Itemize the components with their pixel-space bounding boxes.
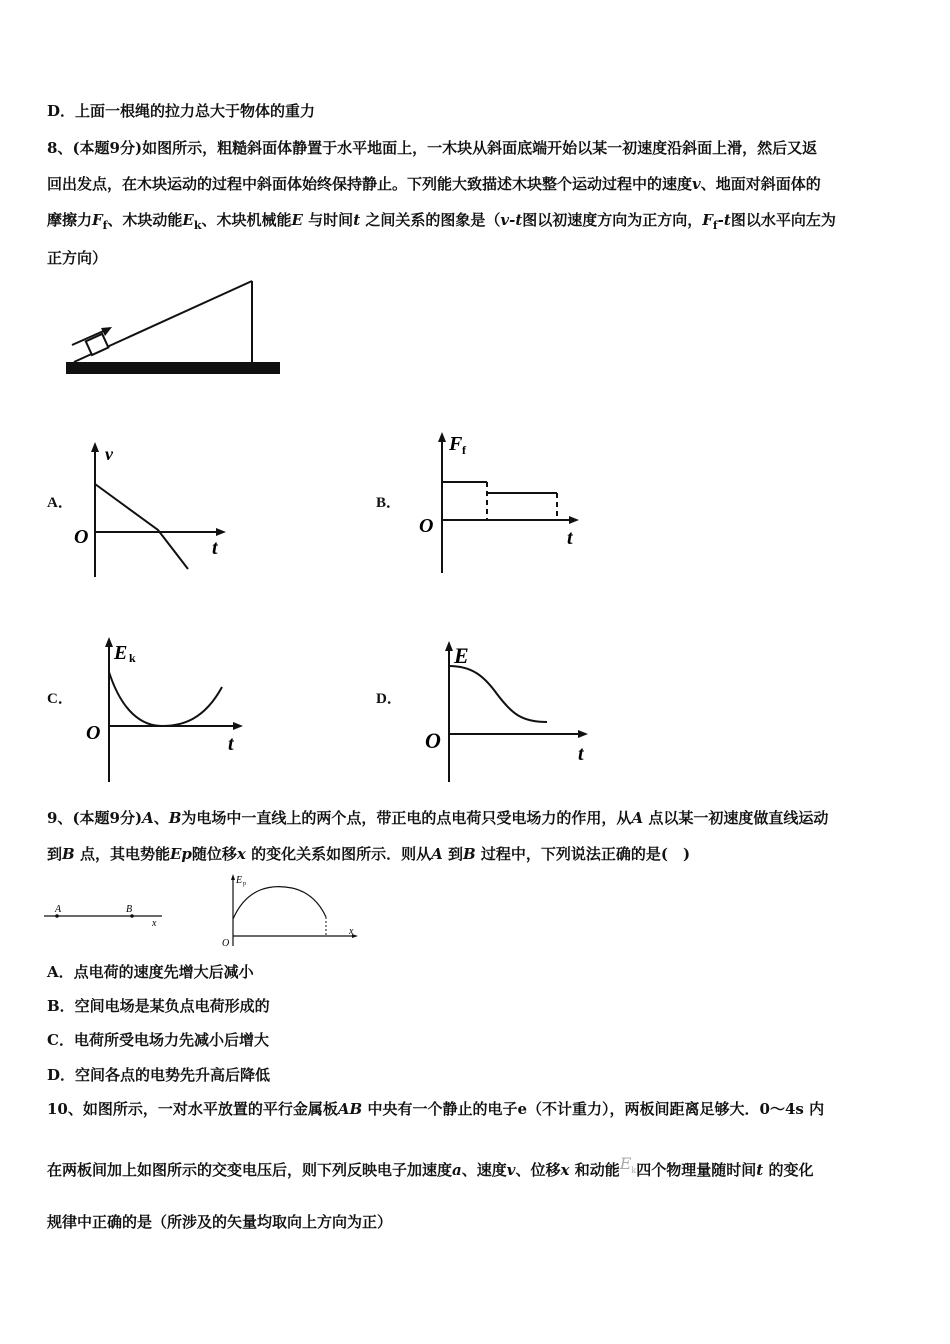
q9-text-1b: 点以某一初速度做直线运动	[648, 809, 829, 827]
graph-d-y-arrow	[445, 641, 453, 651]
q9-var-B2: B	[62, 845, 75, 863]
q9-graph-origin: O	[222, 938, 230, 949]
q8-line-4: 正方向）	[47, 249, 108, 267]
graph-d-origin: O	[425, 728, 441, 753]
q7-option-d: D．上面一根绳的拉力总大于物体的重力	[47, 102, 316, 120]
q10-line-1	[47, 1099, 824, 1119]
q9-label-x: x	[152, 918, 157, 929]
q9-option-a: A．点电荷的速度先增大后减小	[47, 963, 254, 981]
q10-var-v: v	[506, 1161, 516, 1179]
q9-graph-ylabel: E	[236, 875, 243, 886]
q8-var-F2: F	[702, 211, 713, 229]
q10-text-2a: 在两板间加上如图所示的交变电压后，则下列反映电子加速度	[47, 1161, 453, 1179]
graph-a-xlabel: t	[212, 537, 218, 559]
graph-c-origin: O	[86, 722, 101, 744]
q8-line-1	[47, 138, 817, 158]
q9-line-1	[47, 808, 828, 828]
q9-var-A3: A	[431, 845, 443, 863]
q8-var-t: t	[353, 211, 361, 229]
q10-text-2b: 、速度	[461, 1161, 507, 1179]
q10-line-2	[47, 1154, 814, 1187]
q8-option-a-label: A．	[47, 495, 73, 511]
q10-text-2f: 的变化	[768, 1161, 814, 1179]
q10-line-3: 规律中正确的是（所涉及的矢量均取向上方向为正）	[47, 1213, 393, 1231]
graph-c-ylabel: E	[114, 642, 128, 664]
q8-option-d-label: D．	[376, 691, 402, 707]
graph-d-xlabel: t	[578, 743, 584, 765]
q8-option-b-label: B．	[376, 495, 402, 511]
q9-graph-curve	[233, 887, 326, 919]
graph-c-xlabel: t	[228, 733, 234, 755]
graph-a-x-arrow	[216, 528, 226, 536]
q8-option-c-label: C．	[47, 691, 73, 707]
q10-text-1d: 内	[809, 1100, 825, 1118]
q9-ep-graph	[222, 872, 362, 947]
q9-var-A: A	[142, 809, 154, 827]
q9-var-Ep: Ep	[169, 845, 192, 863]
q9-var-B3: B	[462, 845, 476, 863]
q9-text-2c: 随位移	[191, 845, 237, 863]
graph-a-curve	[95, 484, 188, 569]
q8-sub-f2: f	[712, 219, 718, 232]
q8-text-3c: 、木块机械能	[201, 211, 292, 229]
q9-var-x: x	[236, 845, 246, 863]
q8-text-2-tail: 、地面对斜面体的	[700, 175, 821, 193]
q8-text-3d: 与时间	[308, 211, 354, 229]
graph-b-ysub: f	[462, 443, 466, 457]
q10-var-e: e	[517, 1100, 528, 1118]
q9-label-b: B	[126, 904, 133, 915]
q8-number: 8、	[47, 139, 73, 157]
q8-var-F: F	[92, 211, 103, 229]
graph-d-x-arrow	[578, 730, 588, 738]
q8-score: (本题9分)	[72, 139, 143, 157]
q8-text-3a: 摩擦力	[47, 211, 93, 229]
q9-text-1a: 为电场中一直线上的两个点，带正电的点电荷只受电场力的作用，从	[181, 809, 632, 827]
q9-text-2d: 的变化关系如图所示．则从	[251, 845, 432, 863]
q9-sep: 、	[153, 809, 169, 827]
graph-c-curve	[109, 672, 222, 726]
q9-score: (本题9分)	[72, 809, 143, 827]
q8-var-ft: -t	[717, 211, 731, 229]
q9-var-B: B	[168, 809, 182, 827]
graph-c-x-arrow	[233, 722, 243, 730]
q10-text-1b: 中央有一个静止的电子	[367, 1100, 518, 1118]
graph-b-y-arrow	[438, 432, 446, 442]
graph-b-origin: O	[419, 515, 434, 537]
graph-b-x-arrow	[569, 516, 579, 524]
graph-d-ylabel: E	[454, 643, 469, 668]
q8-graph-b	[415, 428, 595, 578]
q10-text-1c: （不计重力），两板间距离足够大．	[527, 1100, 760, 1118]
q9-graph-xlabel: x	[349, 926, 354, 937]
q8-line-3	[47, 210, 836, 236]
q10-text-2e: 四个物理量随时间	[636, 1161, 757, 1179]
q9-line-2	[47, 844, 690, 864]
graph-a-origin: O	[74, 526, 89, 548]
q8-var-E2: E	[291, 211, 303, 229]
graph-b-ylabel: F	[449, 433, 463, 455]
q10-text-2d: 和动能	[574, 1161, 620, 1179]
q8-sub-k: k	[193, 219, 202, 232]
graph-c-ysub: k	[129, 651, 136, 665]
q10-text-1a: 如图所示，一对水平放置的平行金属板	[82, 1100, 338, 1118]
q8-text-2: 回出发点，在木块运动的过程中斜面体始终保持静止。下列能大致描述木块整个运动过程中的速度	[47, 175, 693, 193]
q8-text-3b: 、木块动能	[107, 211, 183, 229]
graph-a-y-arrow	[91, 442, 99, 452]
q8-text-1: 如图所示，粗糙斜面体静置于水平地面上，一木块从斜面底端开始以某一初速度沿斜面上滑，然后又返	[142, 139, 818, 157]
q8-sub-f: f	[102, 219, 108, 232]
q10-text-2c: 、位移	[515, 1161, 561, 1179]
q9-text-2e: 到	[447, 845, 463, 863]
q8-text-3e: 之间关系的图象是（	[365, 211, 501, 229]
q9-text-2f: 过程中，下列说法正确的是( )	[480, 845, 691, 863]
q10-var-Ek-sub: k	[631, 1166, 637, 1175]
q9-text-2b: 点，其电势能	[79, 845, 170, 863]
q8-incline-figure	[62, 275, 282, 385]
graph-c-y-arrow	[105, 637, 113, 647]
q9-number: 9、	[47, 809, 73, 827]
q9-graph-y-arrow	[231, 874, 235, 880]
q10-var-a: a	[452, 1161, 462, 1179]
q8-var-E: E	[182, 211, 194, 229]
q8-graph-d	[422, 636, 612, 786]
q8-graph-a	[70, 440, 240, 590]
q8-text-3g: 图以水平向左为	[730, 211, 836, 229]
graph-b-xlabel: t	[567, 527, 573, 549]
q9-label-a: A	[55, 904, 62, 915]
q9-option-d: D．空间各点的电势先升高后降低	[47, 1066, 271, 1084]
q9-text-2a: 到	[47, 845, 63, 863]
q10-var-x: x	[560, 1161, 570, 1179]
q9-graph-ysub: p	[243, 881, 246, 887]
q10-var-t: t	[756, 1161, 764, 1179]
q10-var-Ek: E	[619, 1154, 632, 1173]
q9-line-figure	[44, 898, 174, 938]
q9-option-b: B．空间电场是某负点电荷形成的	[47, 997, 270, 1015]
q10-number: 10、	[47, 1100, 83, 1118]
q8-text-3f: 图以初速度方向为正方向，	[522, 211, 703, 229]
graph-a-ylabel: v	[105, 444, 113, 464]
q10-var-AB: AB	[337, 1100, 363, 1118]
q8-var-vt: v-t	[500, 211, 523, 229]
q9-var-A2: A	[631, 809, 644, 827]
q8-var-v: v	[692, 175, 701, 193]
graph-d-curve	[449, 666, 547, 722]
q8-graph-c	[82, 632, 262, 782]
q8-line-2	[47, 174, 821, 194]
q9-option-c: C．电荷所受电场力先减小后增大	[47, 1031, 269, 1049]
ground-bar	[66, 362, 280, 374]
q10-time-range: 0～4s	[759, 1100, 804, 1118]
